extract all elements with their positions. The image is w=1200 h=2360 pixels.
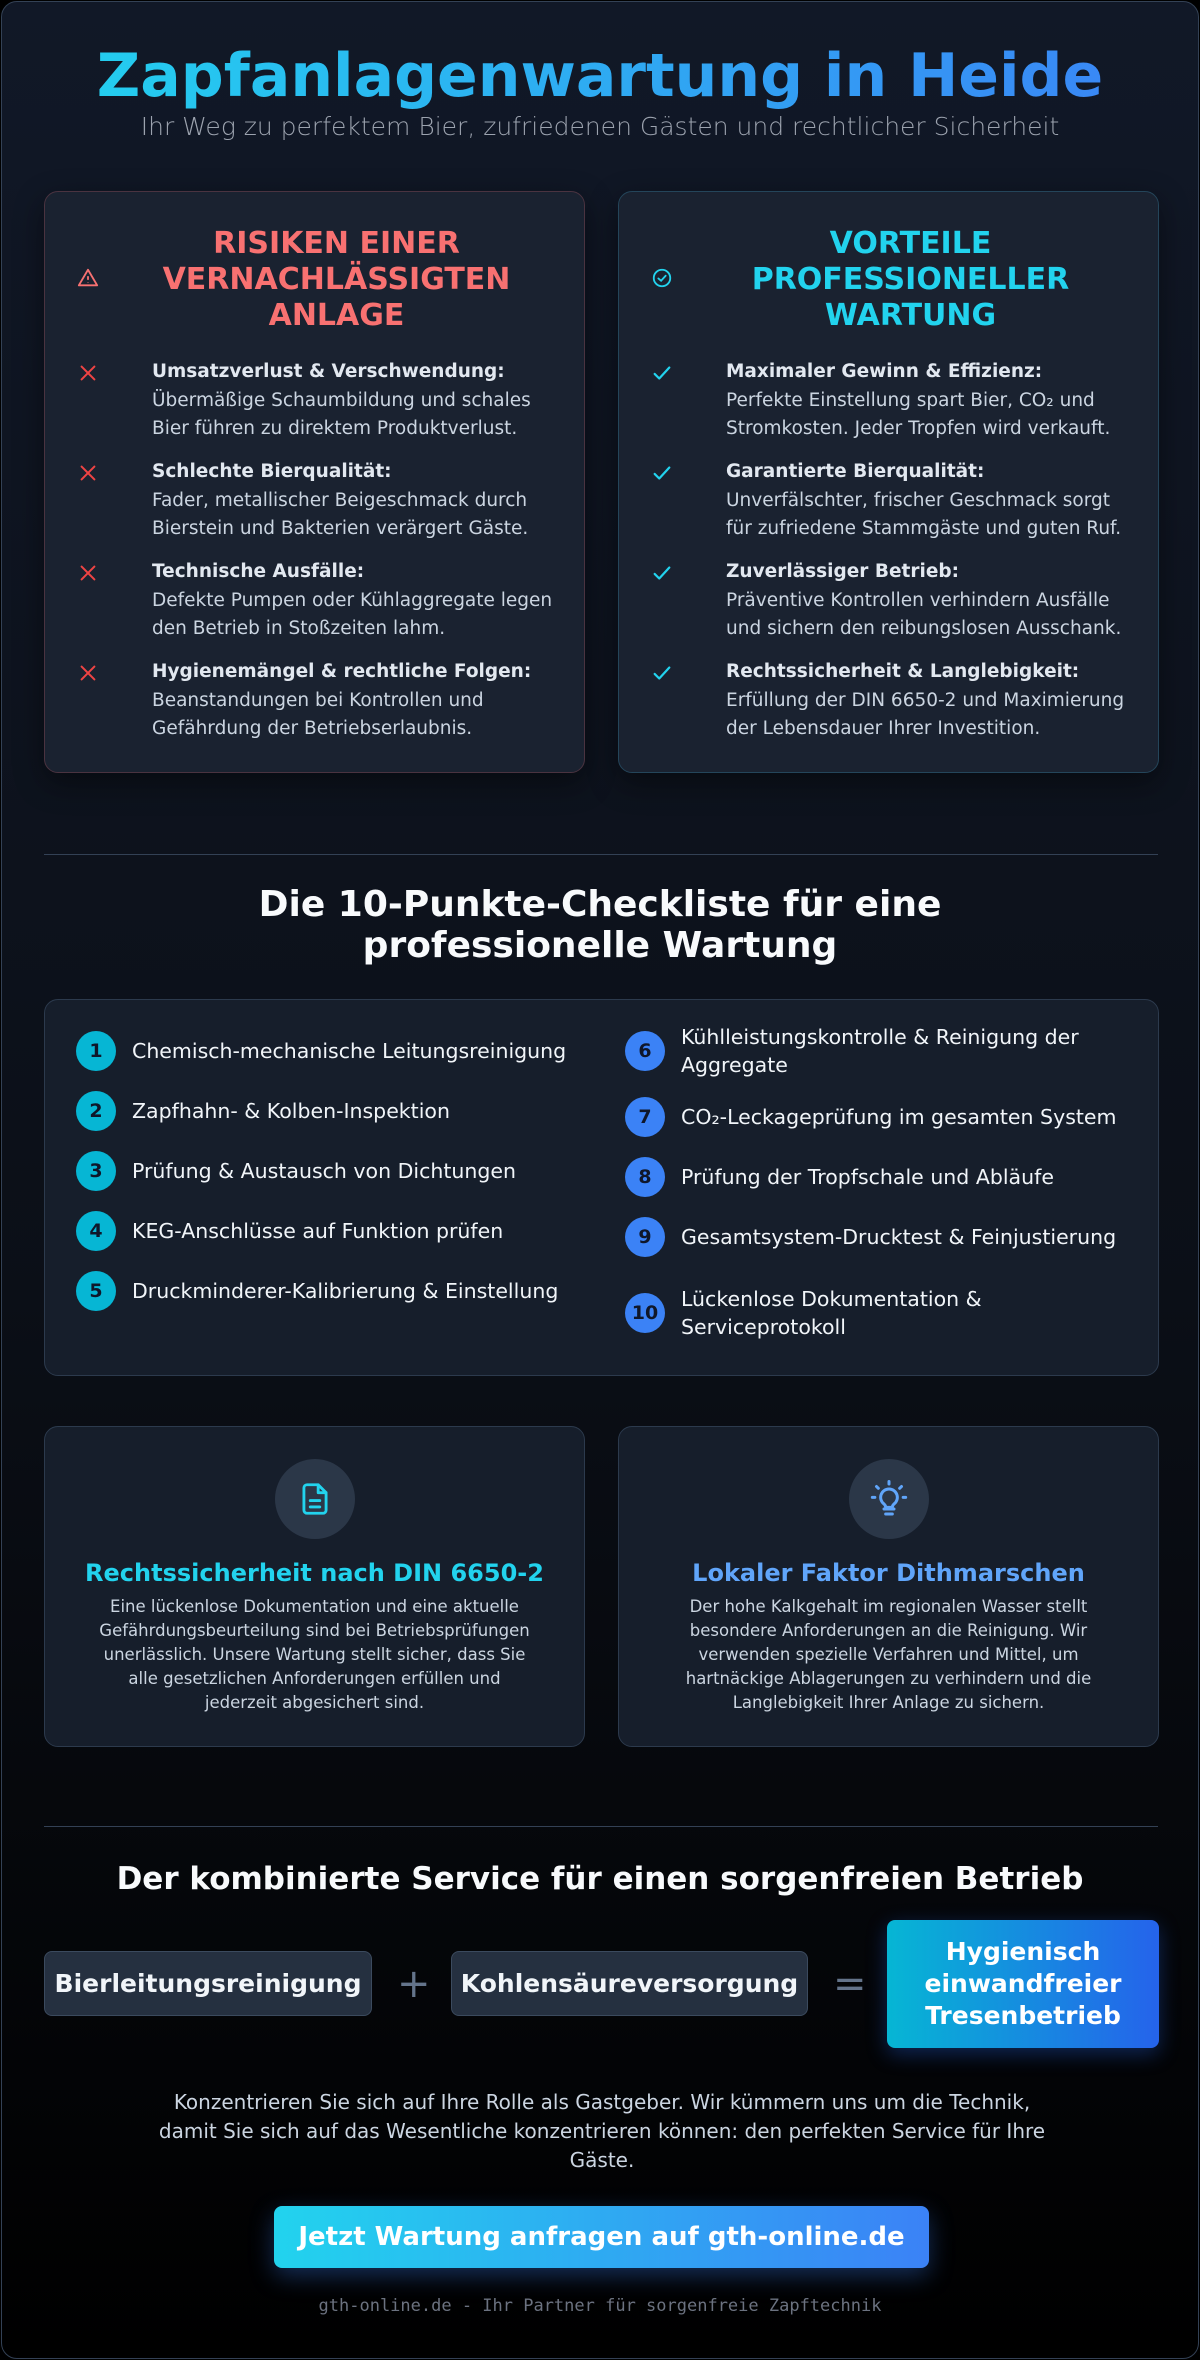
x-mark-icon bbox=[77, 562, 99, 584]
checklist-item bbox=[625, 1217, 1125, 1257]
x-mark-icon bbox=[77, 662, 99, 684]
benefit-heading: Zuverlässiger Betrieb: bbox=[726, 561, 960, 582]
step-number: 10 bbox=[625, 1293, 665, 1333]
step-number: 6 bbox=[625, 1031, 665, 1071]
combined-title: Der kombinierte Service für einen sorgenfreien Betrieb bbox=[116, 1861, 1084, 1897]
footer-text: gth-online.de - Ihr Partner für sorgenfreie Zapftechnik bbox=[318, 2296, 882, 2316]
warning-triangle-icon bbox=[77, 267, 99, 289]
service-box-beer-lines: Bierleitungsreinigung bbox=[44, 1951, 372, 2016]
step-label: Kühlleistungskontrolle & Reinigung der Aggregate bbox=[681, 1025, 1079, 1077]
service-box-co2: Kohlensäureversorgung bbox=[451, 1951, 808, 2016]
x-mark-icon bbox=[77, 362, 99, 384]
checklist-item bbox=[625, 1097, 1125, 1137]
checklist-item bbox=[76, 1211, 596, 1251]
risk-heading: Umsatzverlust & Verschwendung: bbox=[152, 361, 505, 382]
checkmark-icon bbox=[651, 362, 673, 384]
risk-heading: Schlechte Bierqualität: bbox=[152, 461, 392, 482]
checklist-item bbox=[76, 1091, 596, 1131]
risk-text: Fader, metallischer Beigeschmack durch Bierstein und Bakterien verärgert Gäste. bbox=[152, 489, 529, 539]
step-label: Prüfung & Austausch von Dichtungen bbox=[132, 1159, 516, 1183]
checkmark-icon bbox=[651, 562, 673, 584]
benefits-title: VORTEILE PROFESSIONELLER WARTUNG bbox=[751, 226, 1070, 333]
local-info-card bbox=[618, 1426, 1159, 1747]
risk-text: Defekte Pumpen oder Kühlaggregate legen den Betrieb in Stoßzeiten lahm. bbox=[152, 589, 553, 639]
section-divider bbox=[44, 1826, 1158, 1827]
risks-title: RISIKEN EINER VERNACHLÄSSIGTEN ANLAGE bbox=[162, 226, 511, 333]
page-subtitle: Ihr Weg zu perfektem Bier, zufriedenen Gästen und rechtlicher Sicherheit bbox=[140, 112, 1060, 141]
benefits-card bbox=[618, 191, 1159, 773]
risk-text: Übermäßige Schaumbildung und schales Bier führen zu direktem Produktverlust. bbox=[152, 389, 531, 439]
lightbulb-icon bbox=[849, 1459, 929, 1539]
step-number: 2 bbox=[76, 1091, 116, 1131]
checklist-item bbox=[625, 1023, 1125, 1079]
risk-heading: Hygienemängel & rechtliche Folgen: bbox=[152, 661, 532, 682]
step-label: Chemisch-mechanische Leitungsreinigung bbox=[132, 1039, 567, 1063]
risk-text: Beanstandungen bei Kontrollen und Gefährdung der Betriebserlaubnis. bbox=[152, 689, 484, 739]
checklist-card bbox=[44, 999, 1159, 1376]
step-label: Druckminderer-Kalibrierung & Einstellung bbox=[132, 1279, 559, 1303]
din-title: Rechtssicherheit nach DIN 6650-2 bbox=[85, 1559, 544, 1587]
benefit-heading: Garantierte Bierqualität: bbox=[726, 461, 985, 482]
step-number: 8 bbox=[625, 1157, 665, 1197]
step-number: 4 bbox=[76, 1211, 116, 1251]
step-label: KEG-Anschlüsse auf Funktion prüfen bbox=[132, 1219, 504, 1243]
document-icon bbox=[275, 1459, 355, 1539]
benefit-text: Präventive Kontrollen verhindern Ausfälle und sichern den reibungslosen Ausschank. bbox=[726, 589, 1122, 639]
benefit-heading: Rechtssicherheit & Langlebigkeit: bbox=[726, 661, 1080, 682]
equals-sign: = bbox=[833, 1961, 867, 2007]
result-box: Hygienisch einwandfreier Tresenbetrieb bbox=[887, 1920, 1159, 2048]
x-mark-icon bbox=[77, 462, 99, 484]
step-number: 3 bbox=[76, 1151, 116, 1191]
step-label: CO₂-Leckageprüfung im gesamten System bbox=[681, 1105, 1117, 1129]
step-label: Gesamtsystem-Drucktest & Feinjustierung bbox=[681, 1225, 1117, 1249]
checkmark-icon bbox=[651, 462, 673, 484]
closing-text: Konzentrieren Sie sich auf Ihre Rolle als Gastgeber. Wir kümmern uns um die Technik, damit Sie sich auf das Wesentliche konzentrieren können: den perfekten Service für Ihre Gäste. bbox=[158, 2090, 1046, 2172]
cta-button[interactable]: Jetzt Wartung anfragen auf gth-online.de bbox=[274, 2206, 929, 2268]
step-label: Lückenlose Dokumentation & Serviceprotokoll bbox=[681, 1287, 982, 1339]
risks-card bbox=[44, 191, 585, 773]
checklist-item bbox=[76, 1031, 596, 1071]
din-text: Eine lückenlose Dokumentation und eine aktuelle Gefährdungsbeurteilung sind bei Betriebsprüfungen unerlässlich. Unsere Wartung stellt sicher, dass Sie alle gesetzlichen Anforderungen erfüllen und jederzeit abgesichert sind. bbox=[99, 1597, 530, 1712]
benefit-heading: Maximaler Gewinn & Effizienz: bbox=[726, 361, 1043, 382]
checkmark-icon bbox=[651, 662, 673, 684]
step-number: 1 bbox=[76, 1031, 116, 1071]
risk-heading: Technische Ausfälle: bbox=[152, 561, 365, 582]
checklist-item bbox=[76, 1271, 596, 1311]
checklist-item bbox=[625, 1157, 1125, 1197]
infographic-page bbox=[1, 1, 1199, 2359]
benefits-header bbox=[619, 226, 1158, 334]
step-number: 5 bbox=[76, 1271, 116, 1311]
step-number: 7 bbox=[625, 1097, 665, 1137]
plus-sign: + bbox=[397, 1961, 431, 2007]
benefit-text: Unverfälschter, frischer Geschmack sorgt für zufriedene Stammgäste und guten Ruf. bbox=[726, 489, 1122, 539]
step-label: Zapfhahn- & Kolben-Inspektion bbox=[132, 1099, 450, 1123]
step-number: 9 bbox=[625, 1217, 665, 1257]
benefit-text: Erfüllung der DIN 6650-2 und Maximierung der Lebensdauer Ihrer Investition. bbox=[726, 689, 1125, 739]
step-label: Prüfung der Tropfschale und Abläufe bbox=[681, 1165, 1054, 1189]
checklist-item bbox=[76, 1151, 596, 1191]
local-title: Lokaler Faktor Dithmarschen bbox=[692, 1559, 1085, 1587]
benefit-text: Perfekte Einstellung spart Bier, CO₂ und Stromkosten. Jeder Tropfen wird verkauft. bbox=[726, 389, 1111, 439]
din-info-card bbox=[44, 1426, 585, 1747]
checklist-title: Die 10-Punkte-Checkliste für eine professionelle Wartung bbox=[258, 884, 942, 966]
local-text: Der hohe Kalkgehalt im regionalen Wasser stellt besondere Anforderungen an die Reinigung. Wir verwenden spezielle Verfahren und Mittel, um hartnäckige Ablagerungen zu verhindern und die Langlebigkeit Ihrer Anlage zu sichern. bbox=[685, 1597, 1092, 1712]
check-circle-icon bbox=[651, 267, 673, 289]
section-divider bbox=[44, 854, 1158, 855]
checklist-item bbox=[625, 1285, 1125, 1341]
risks-header bbox=[45, 226, 584, 334]
page-title: Zapfanlagenwartung in Heide bbox=[2, 40, 1198, 112]
